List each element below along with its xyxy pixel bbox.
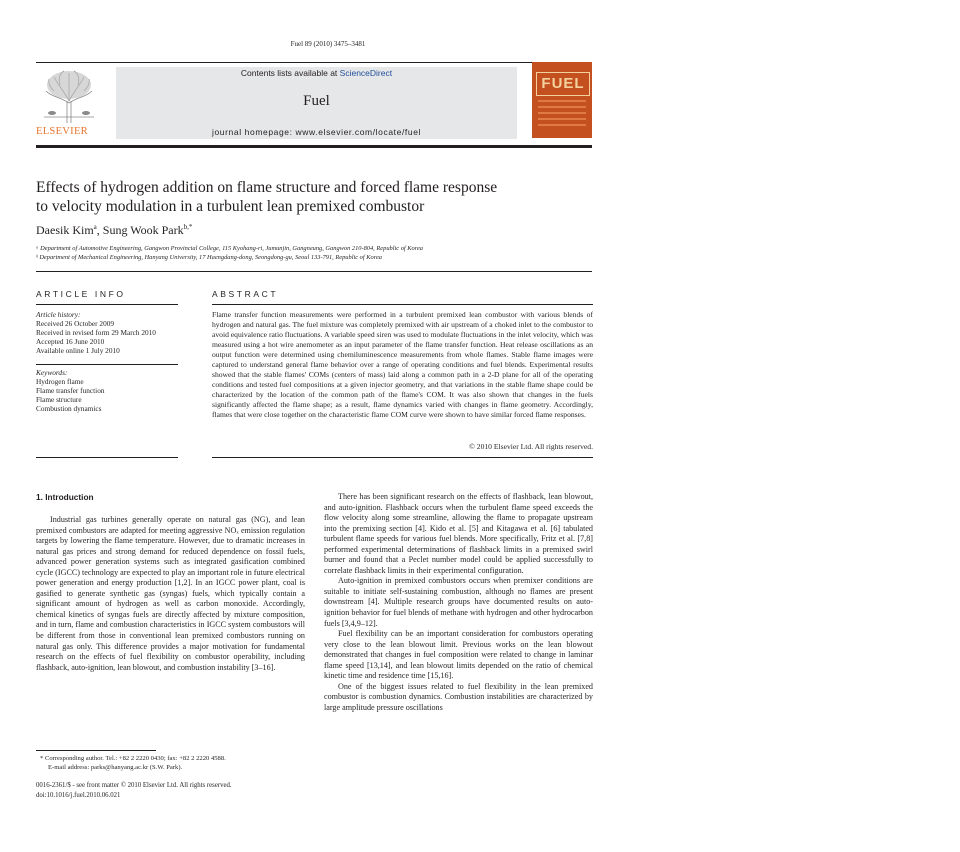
elsevier-logo xyxy=(36,67,100,139)
journal-banner xyxy=(116,67,517,139)
keywords-block xyxy=(36,368,178,413)
title-line-2: to velocity modulation in a turbulent lean premixed combustor xyxy=(36,198,425,215)
author-2-affil: b,* xyxy=(183,223,193,231)
history-accepted: Accepted 16 June 2010 xyxy=(36,337,105,346)
left-column xyxy=(36,515,305,673)
body-paragraph: One of the biggest issues related to fuel flexibility in the lean premixed combustor is combustion dynamics. Combustion instabilities are characterized by large amplitude pressure oscillations xyxy=(324,681,593,712)
contents-prefix: Contents lists available at xyxy=(240,68,340,78)
sciencedirect-link[interactable]: ScienceDirect xyxy=(339,68,393,78)
abstract-heading: ABSTRACT xyxy=(212,289,279,299)
publisher-name: ELSEVIER xyxy=(36,126,88,137)
abstract-bottom-rule xyxy=(212,457,593,458)
article-history xyxy=(36,310,178,355)
author-1[interactable]: Daesik Kim xyxy=(36,223,94,237)
journal-cover-image xyxy=(532,62,592,138)
title-line-1: Effects of hydrogen addition on flame structure and forced flame response xyxy=(36,179,498,196)
journal-citation: Fuel 89 (2010) 3475–3481 xyxy=(290,40,366,48)
title-separator xyxy=(36,271,592,272)
history-received: Received 26 October 2009 xyxy=(36,319,115,328)
abstract-copyright: © 2010 Elsevier Ltd. All rights reserved. xyxy=(469,442,593,451)
abstract-rule xyxy=(212,304,593,305)
front-matter xyxy=(36,781,232,801)
author-2[interactable]: Sung Wook Park xyxy=(102,223,184,237)
keyword-item: Flame transfer function xyxy=(36,386,105,395)
header-rule-top xyxy=(36,62,592,63)
contents-line xyxy=(116,68,517,78)
author-1-affil: a xyxy=(93,223,97,231)
body-paragraph: Industrial gas turbines generally operate on natural gas (NG), and lean premixed combustors are adapted for meeting aggressive NOₓ emission regulation targets by lowering the flame temperature. However, due to dramatic increases in natural gas prices and strong demand for reduced dependence on fossil fuels, advanced power generation systems such as integrated gasification combined cycle (IGCC) technology are expected to play an important role in future electrical power generation and energy production [1,2]. In an IGCC power plant, coal is gasified to generate synthetic gas (syngas) fuels, which typically contain a significant amount of hydrogen as well as carbon monoxide. Accordingly, chemical kinetics of syngas fuels are directly affected by mixture composition, and in turn, flame and combustion characteristics in IGCC system combustors will be different from those in conventional lean premixed combustors running on natural gas only. This difference provides a major motivation for fundamental research on the effects of fuel flexibility on combustor operability, including flashback, auto-ignition, lean blowout, and combustion instability [3–16]. xyxy=(36,515,305,672)
keyword-item: Flame structure xyxy=(36,395,82,404)
history-online: Available online 1 July 2010 xyxy=(36,346,120,355)
body-paragraph: Auto-ignition in premixed combustors occurs when premixer conditions are suitable to initiate self-sustaining combustion, although no flames are present downstream [4]. Multiple research groups have documented results on auto-ignition behavior for fuel blends of methane with hydrogen and other hydrocarbon fuels [3,4,9–12]. xyxy=(324,576,593,628)
keywords-label: Keywords: xyxy=(36,368,68,377)
abstract-text: Flame transfer function measurements were performed in a turbulent premixed lean combustor with various blends of hydrogen and natural gas. The fuel mixture was completely premixed with air upstream of a choked inlet to the combustor to avoid equivalence ratio fluctuations. A variable speed siren was used to modulate fluctuations in the inlet velocity, which was measured using a hot wire anemometer as an input parameter of the flame transfer function. Heat release oscillations as an output function were determined using chemiluminescence measurements from whole flames. Stable flame images were captured to understand general flame behavior over a range of operating conditions and fuel blends. Experimental results showed that the stable flames' COMs (centers of mass) laid along a common path in a 2-D plane for all of the operating conditions and tested fuel compositions at a given injector geometry, and that variations in the stable flame shape could be characterized by the location of the common path of the flame's COM. It was also shown that changes in the fuels significantly affected the flame shape; as a result, flame dynamics varied with changes in flame geometry. Accordingly, flames that were close together on the characteristic flame COM curve were shown to have similar forced flame responses. xyxy=(212,310,593,420)
history-revised: Received in revised form 29 March 2010 xyxy=(36,328,156,337)
cover-decoration xyxy=(538,100,586,130)
elsevier-tree-icon xyxy=(40,67,98,123)
author-separator: , xyxy=(96,223,103,237)
footnote-corresponding: * Corresponding author. Tel.: +82 2 2220 0430; fax: +82 2 2220 4588. xyxy=(40,755,226,762)
doi-line[interactable]: doi:10.1016/j.fuel.2010.06.021 xyxy=(36,792,121,799)
affiliation-b: ᵇ Department of Mechanical Engineering, Hanyang University, 17 Haengdang-dong, Seongdong-gu, Seoul 133-791, Republic of Korea xyxy=(36,254,382,261)
article-info-rule xyxy=(36,304,178,305)
section-1-heading: 1. Introduction xyxy=(36,492,94,502)
footnote xyxy=(40,754,310,772)
author-list xyxy=(36,223,192,238)
journal-name: Fuel xyxy=(303,93,330,109)
issn-line: 0016-2361/$ - see front matter © 2010 Elsevier Ltd. All rights reserved. xyxy=(36,782,232,789)
article-info-bottom-rule xyxy=(36,457,178,458)
affiliation-a: ᵃ Department of Automotive Engineering, Gangwon Provincial College, 115 Kyohang-ri, Jumunjin, Gangneung, Gangwon 210-804, Republic of Korea xyxy=(36,245,423,252)
keywords-rule xyxy=(36,364,178,365)
body-paragraph: Fuel flexibility can be an important consideration for combustors operating very close to the lean blowout limit. Previous works on the lean blowout demonstrated that changes in fuel composition were related to change in laminar flame speed [13,14], and lean blowout limits depended on the ratio of chemical kinetic time and residence time [15,16]. xyxy=(324,629,593,681)
article-title xyxy=(36,178,576,216)
body-paragraph: There has been significant research on the effects of flashback, lean blowout, and auto-ignition. Flashback occurs when the turbulent flame speed exceeds the flow velocity along some streamline, allowing the flame to propagate upstream into the premixing section [4]. Kido et al. [5] and Kitagawa et al. [6] tabulated turbulent flame speeds for various fuel blends. More specifically, Fritz et al. [7,8] performed experimental determinations of flashback limits in a premixed swirl burner and found that a Peclet number model could be applied successfully to correlate flashback limits in their experimental configuration. xyxy=(324,492,593,575)
footnote-rule xyxy=(36,750,156,751)
right-column xyxy=(324,492,593,713)
keyword-item: Hydrogen flame xyxy=(36,377,84,386)
history-label: Article history: xyxy=(36,310,81,319)
journal-homepage[interactable]: journal homepage: www.elsevier.com/locate/fuel xyxy=(211,127,422,137)
article-info-heading: ARTICLE INFO xyxy=(36,289,126,299)
keyword-item: Combustion dynamics xyxy=(36,404,102,413)
footnote-email[interactable]: E-mail address: parks@hanyang.ac.kr (S.W. Park). xyxy=(48,764,183,771)
cover-title: FUEL xyxy=(536,72,590,96)
header-rule-bottom xyxy=(36,145,592,148)
